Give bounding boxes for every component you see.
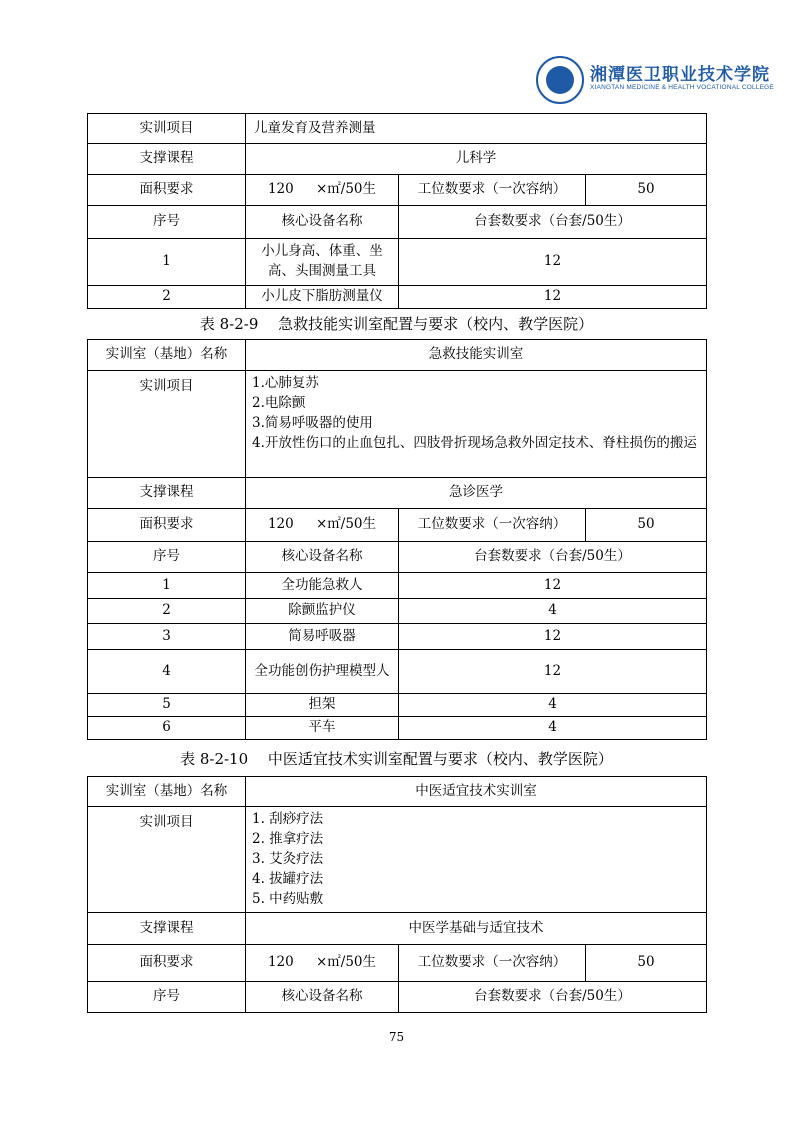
col-equip: 核心设备名称 xyxy=(246,206,399,239)
table-row: 1 小儿身高、体重、坐高、头围测量工具 12 xyxy=(88,239,707,286)
room-value: 急救技能实训室 xyxy=(246,340,707,371)
area-label: 面积要求 xyxy=(88,945,246,982)
area-value: 120 ×㎡/50生 xyxy=(246,945,399,982)
station-value: 50 xyxy=(586,945,707,982)
list-item: 1. 刮痧疗法 xyxy=(252,811,324,827)
course-label: 支撑课程 xyxy=(88,144,246,175)
list-item: 3.简易呼吸器的使用 xyxy=(252,415,373,431)
project-label: 实训项目 xyxy=(88,371,246,478)
col-equip: 核心设备名称 xyxy=(246,982,399,1013)
table-tcm xyxy=(87,776,707,1013)
area-label: 面积要求 xyxy=(88,175,246,206)
col-equip: 核心设备名称 xyxy=(246,542,399,573)
list-item: 3. 艾灸疗法 xyxy=(252,851,324,867)
project-list xyxy=(246,807,707,913)
station-label: 工位数要求（一次容纳） xyxy=(399,509,586,542)
room-label: 实训室（基地）名称 xyxy=(88,777,246,807)
list-item: 5. 中药贴敷 xyxy=(252,891,324,907)
course-value: 儿科学 xyxy=(246,144,707,175)
station-label: 工位数要求（一次容纳） xyxy=(399,945,586,982)
room-value: 中医适宜技术实训室 xyxy=(246,777,707,807)
table-row: 3 简易呼吸器 12 xyxy=(88,624,707,650)
list-item: 2.电除颤 xyxy=(252,395,306,411)
area-label: 面积要求 xyxy=(88,509,246,542)
list-item: 4. 拔罐疗法 xyxy=(252,871,324,887)
station-value: 50 xyxy=(586,509,707,542)
course-label: 支撑课程 xyxy=(88,478,246,509)
list-item: 1.心肺复苏 xyxy=(252,375,319,391)
table-first-aid xyxy=(87,339,707,740)
logo-en: XIANGTAN MEDICINE & HEALTH VOCATIONAL COLLEGE xyxy=(590,84,774,91)
table-row: 2 小儿皮下脂肪测量仪 12 xyxy=(88,286,707,309)
course-value: 中医学基础与适宜技术 xyxy=(246,913,707,945)
logo-name: 湘潭医卫职业技术学院 xyxy=(590,65,770,85)
project-label: 实训项目 xyxy=(88,807,246,913)
college-logo xyxy=(536,56,774,108)
project-list xyxy=(246,371,707,478)
list-item: 2. 推拿疗法 xyxy=(252,831,324,847)
list-item: 4.开放性伤口的止血包扎、四肢骨折现场急救外固定技术、脊柱损伤的搬运 xyxy=(252,435,697,451)
course-value: 急诊医学 xyxy=(246,478,707,509)
table-row: 1 全功能急救人 12 xyxy=(88,573,707,599)
col-qty: 台套数要求（台套/50生） xyxy=(399,542,707,573)
col-no: 序号 xyxy=(88,982,246,1013)
table-row: 4 全功能创伤护理模型人 12 xyxy=(88,650,707,694)
page-number: 75 xyxy=(388,1030,405,1044)
col-no: 序号 xyxy=(88,542,246,573)
course-label: 支撑课程 xyxy=(88,913,246,945)
area-value: 120 ×㎡/50生 xyxy=(246,175,399,206)
table-caption: 表 8-2-9 急救技能实训室配置与要求（校内、教学医院） xyxy=(199,315,594,333)
room-label: 实训室（基地）名称 xyxy=(88,340,246,371)
table-row: 5 担架 4 xyxy=(88,694,707,717)
project-label: 实训项目 xyxy=(88,114,246,144)
area-value: 120 ×㎡/50生 xyxy=(246,509,399,542)
col-qty: 台套数要求（台套/50生） xyxy=(399,206,707,239)
col-qty: 台套数要求（台套/50生） xyxy=(399,982,707,1013)
project-value: 儿童发育及营养测量 xyxy=(246,114,707,144)
table-row: 2 除颤监护仪 4 xyxy=(88,599,707,624)
table-row: 6 平车 4 xyxy=(88,717,707,740)
table-child-development xyxy=(87,113,707,309)
station-label: 工位数要求（一次容纳） xyxy=(399,175,586,206)
table-caption: 表 8-2-10 中医适宜技术实训室配置与要求（校内、教学医院） xyxy=(180,750,613,768)
col-no: 序号 xyxy=(88,206,246,239)
logo-emblem-icon xyxy=(536,56,584,104)
station-value: 50 xyxy=(586,175,707,206)
